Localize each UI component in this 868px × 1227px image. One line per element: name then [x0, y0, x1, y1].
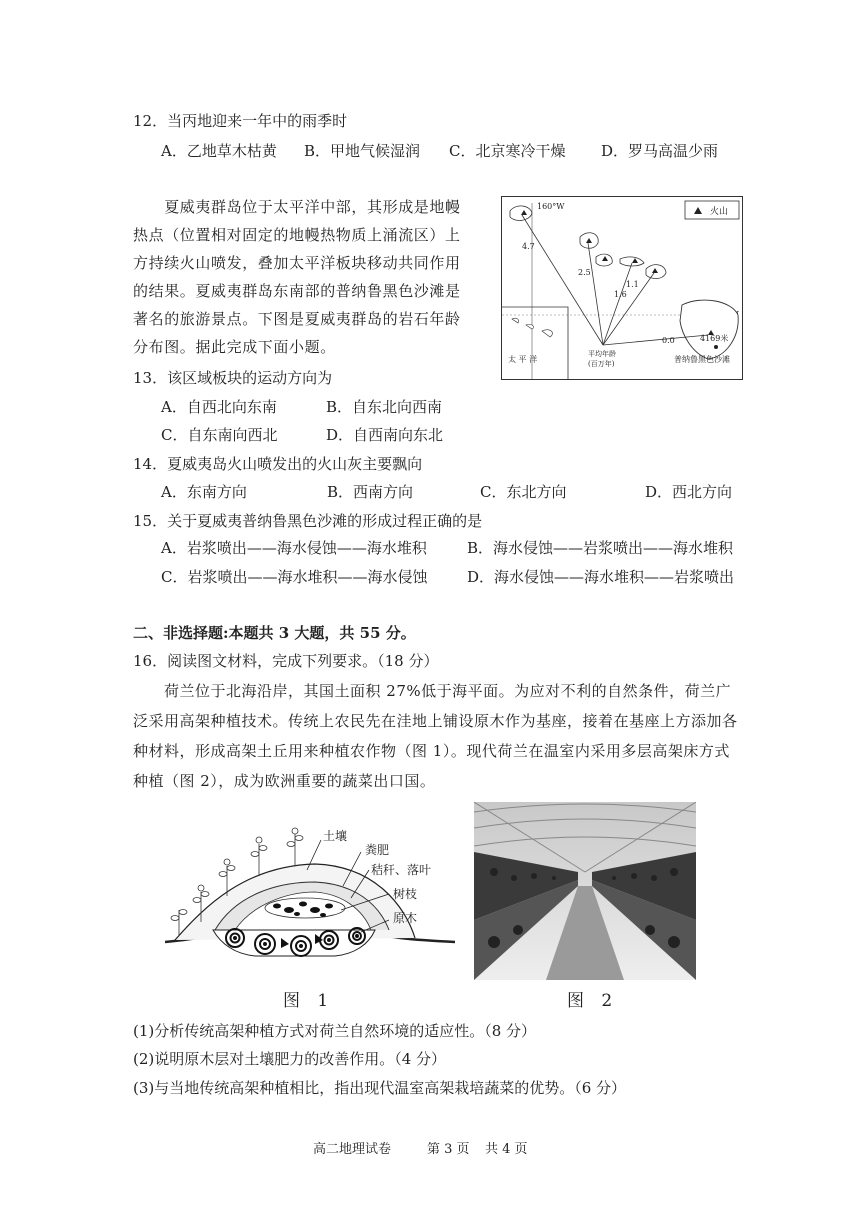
q14-option-d: D．西北方向	[645, 483, 733, 501]
hawaii-map-svg	[502, 197, 742, 379]
q15-stem: 15．关于夏威夷普纳鲁黑色沙滩的形成过程正确的是	[133, 512, 483, 530]
q13-option-d: D．自西南向东北	[326, 426, 444, 444]
age-label-1: 4.7	[522, 242, 535, 251]
section2-heading: 二、非选择题:本题共 3 大题，共 55 分。	[133, 624, 416, 642]
hawaii-rock-age-map	[501, 196, 743, 380]
q15-option-d: D．海水侵蚀——海水堆积——岩浆喷出	[467, 568, 735, 586]
q12-option-c: C．北京寒冷干燥	[449, 142, 566, 160]
age-label-4: 1.1	[626, 280, 639, 289]
q14-option-a: A．东南方向	[161, 483, 247, 501]
map-inset-frame	[502, 307, 568, 379]
q12-option-b: B．甲地气候湿润	[304, 142, 421, 160]
figure2-greenhouse-photo	[474, 802, 696, 980]
q15-option-a: A．岩浆喷出——海水侵蚀——海水堆积	[161, 539, 427, 557]
age-label-5: 0.0	[662, 336, 675, 345]
figure1-caption: 图 1	[283, 991, 335, 1011]
hawaii-passage: 夏威夷群岛位于太平洋中部，其形成是地幔热点（位置相对固定的地幔热物质上涌流区）上方持续火山喷发，叠加太平洋板块移动共同作用的结果。夏威夷群岛东南部的普纳鲁黑色沙滩是著名的旅游景点。下图是夏威夷群岛的岩石年龄分布图。据此完成下面小题。	[133, 198, 461, 356]
q16-passage: 荷兰位于北海沿岸，其国土面积 27%低于海平面。为应对不利的自然条件，荷兰广泛采用高架种植技术。传统上农民先在洼地上铺设原木作为基座，接着在基座上方添加各种材料，形成高架土丘用来种植农作物（图 1）。现代荷兰在温室内采用多层高架床方式种植（图 2），成为欧洲重要的蔬菜出口国。	[133, 682, 738, 790]
q16-sub-3: (3)与当地传统高架种植相比，指出现代温室高架栽培蔬菜的优势。（6 分）	[133, 1079, 627, 1097]
q13-option-c: C．自东南向西北	[161, 426, 278, 444]
peak-label: 4169米	[700, 334, 729, 343]
figure1-mound-diagram	[165, 826, 455, 976]
figure2-svg	[474, 802, 696, 980]
footer-total-pages: 共 4 页	[485, 1142, 528, 1157]
age-rays	[522, 215, 708, 345]
q15-option-c: C．岩浆喷出——海水堆积——海水侵蚀	[161, 568, 428, 586]
q13-stem: 13．该区域板块的运动方向为	[133, 369, 333, 387]
island-molokai	[620, 257, 644, 266]
q16-sub-1: (1)分析传统高架种植方式对荷兰自然环境的适应性。（8 分）	[133, 1022, 537, 1040]
figure1-svg	[165, 826, 455, 976]
q14-option-b: B．西南方向	[327, 483, 414, 501]
fig1-label-soil: 土壤	[323, 829, 348, 843]
fig1-label-manure: 粪肥	[365, 843, 390, 857]
age-label-3: 1.6	[614, 290, 627, 299]
age-caption-line2: (百万年)	[588, 360, 615, 368]
q12-stem: 12．当丙地迎来一年中的雨季时	[133, 112, 348, 130]
q12-option-d: D．罗马高温少雨	[601, 142, 719, 160]
fig1-label-logs: 原木	[393, 911, 418, 925]
q13-option-b: B．自东北向西南	[326, 398, 443, 416]
age-label-2: 2.5	[578, 268, 591, 277]
footer-title: 高二地理试卷	[313, 1142, 392, 1157]
q14-option-c: C．东北方向	[480, 483, 567, 501]
q15-option-b: B．海水侵蚀——岩浆喷出——海水堆积	[467, 539, 734, 557]
fig1-label-straw: 秸秆、落叶	[371, 863, 432, 877]
map-ocean-label: 太 平 洋	[508, 355, 538, 364]
map-longitude-label: 160°W	[537, 202, 565, 211]
q13-option-a: A．自西北向东南	[161, 398, 277, 416]
island-hawaii	[680, 300, 738, 359]
age-caption-line1: 平均年龄	[588, 350, 616, 358]
q12-option-a: A．乙地草木枯黄	[161, 142, 277, 160]
map-legend-label: 火山	[710, 207, 729, 217]
island-niihau	[510, 206, 532, 221]
figure2-caption: 图 2	[567, 991, 619, 1011]
fig1-label-twigs: 树枝	[393, 887, 418, 901]
q14-stem: 14．夏威夷岛火山喷发出的火山灰主要飘向	[133, 455, 423, 473]
q16-sub-2: (2)说明原木层对土壤肥力的改善作用。（4 分）	[133, 1050, 447, 1068]
q16-stem: 16．阅读图文材料，完成下列要求。（18 分）	[133, 652, 439, 670]
beach-label: 普纳鲁黑色沙滩	[674, 355, 730, 364]
footer-page-number: 第 3 页	[427, 1142, 470, 1157]
